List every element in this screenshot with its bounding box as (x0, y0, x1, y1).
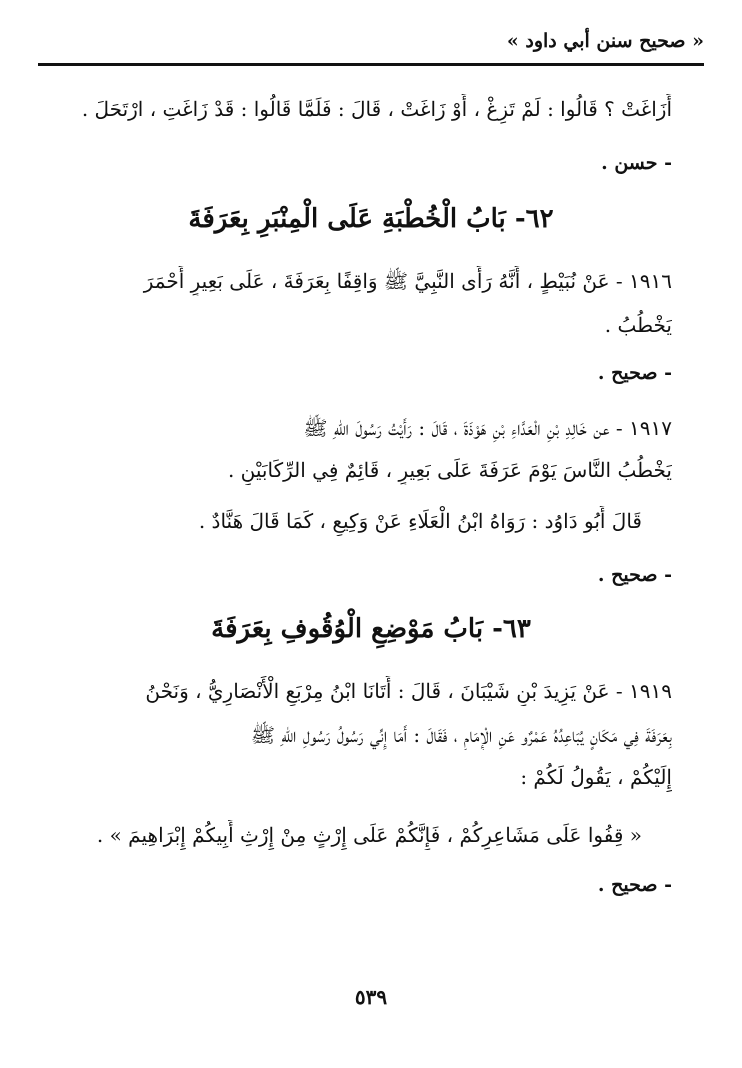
hadith-text-line: يَخْطُبُ . (604, 313, 672, 337)
running-header-title: « صحيح سنن أبي داود » (506, 30, 704, 52)
commentary-line: قَالَ أَبُو دَاوُد : رَوَاهُ ابْنُ الْعَلَاءِ عَنْ وَكِيعٍ ، كَمَا قَالَ هَنَّادٌ . (198, 509, 642, 533)
hadith-text-line: ١٩١٦ - عَنْ نُبَيْطٍ ، أَنَّهُ رَأَى النَّبِيَّ ﷺ وَاقِفًا بِعَرَفَةَ ، عَلَى بَعِيرٍ أَحْمَرَ (143, 269, 672, 293)
hadith-text-line: إِلَيْكُمْ ، يَقُولُ لَكُمْ : (520, 765, 672, 789)
grade-label: - صحيح . (597, 874, 672, 896)
chapter-heading: ٦٢- بَابُ الْخُطْبَةِ عَلَى الْمِنْبَرِ بِعَرَفَةَ (188, 204, 554, 234)
grade-label: - صحيح . (597, 362, 672, 384)
quote-line: « قِفُوا عَلَى مَشَاعِرِكُمْ ، فَإِنَّكُمْ عَلَى إِرْثٍ مِنْ إِرْثِ أَبِيكُمْ إِبْرَاهِيمَ » . (96, 823, 642, 847)
grade-label: - حسن . (601, 152, 672, 174)
hadith-text-line: ١٩١٧ - عن خَالِدِ بْنِ الْعَدَّاءِ بْنِ هَوْذَةَ ، قَالَ : رَأَيْتُ رَسُولَ اللهِ ﷺ (303, 416, 672, 440)
text-line: أَزَاغَتْ ؟ قَالُوا : لَمْ تَزِغْ ، أَوْ زَاغَتْ ، قَالَ : فَلَمَّا قَالُوا : قَدْ زَاغَتِ ، ارْتَحَلَ . (81, 97, 672, 121)
chapter-heading: ٦٣- بَابُ مَوْضِعِ الْوُقُوفِ بِعَرَفَةَ (211, 614, 531, 644)
page-number: ٥٣٩ (354, 985, 388, 1009)
hadith-text-line: بِعَرَفَةَ فِي مَكَانٍ يُبَاعِدُهُ عَمْرٌو عَنِ الْإِمَامِ ، فَقَالَ : أَمَا إِنِّي رَسُولُ رَسُولِ اللهِ ﷺ (250, 723, 672, 747)
header-divider (38, 63, 704, 66)
hadith-text-line: ١٩١٩ - عَنْ يَزِيدَ بْنِ شَيْبَانَ ، قَالَ : أَتَانَا ابْنُ مِرْبَعٍ الْأَنْصَارِيُّ ، وَنَحْنُ (145, 679, 672, 703)
hadith-text-line: يَخْطُبُ النَّاسَ يَوْمَ عَرَفَةَ عَلَى بَعِيرٍ ، قَائِمٌ فِي الرِّكَابَيْنِ . (227, 458, 672, 482)
grade-label: - صحيح . (597, 564, 672, 586)
